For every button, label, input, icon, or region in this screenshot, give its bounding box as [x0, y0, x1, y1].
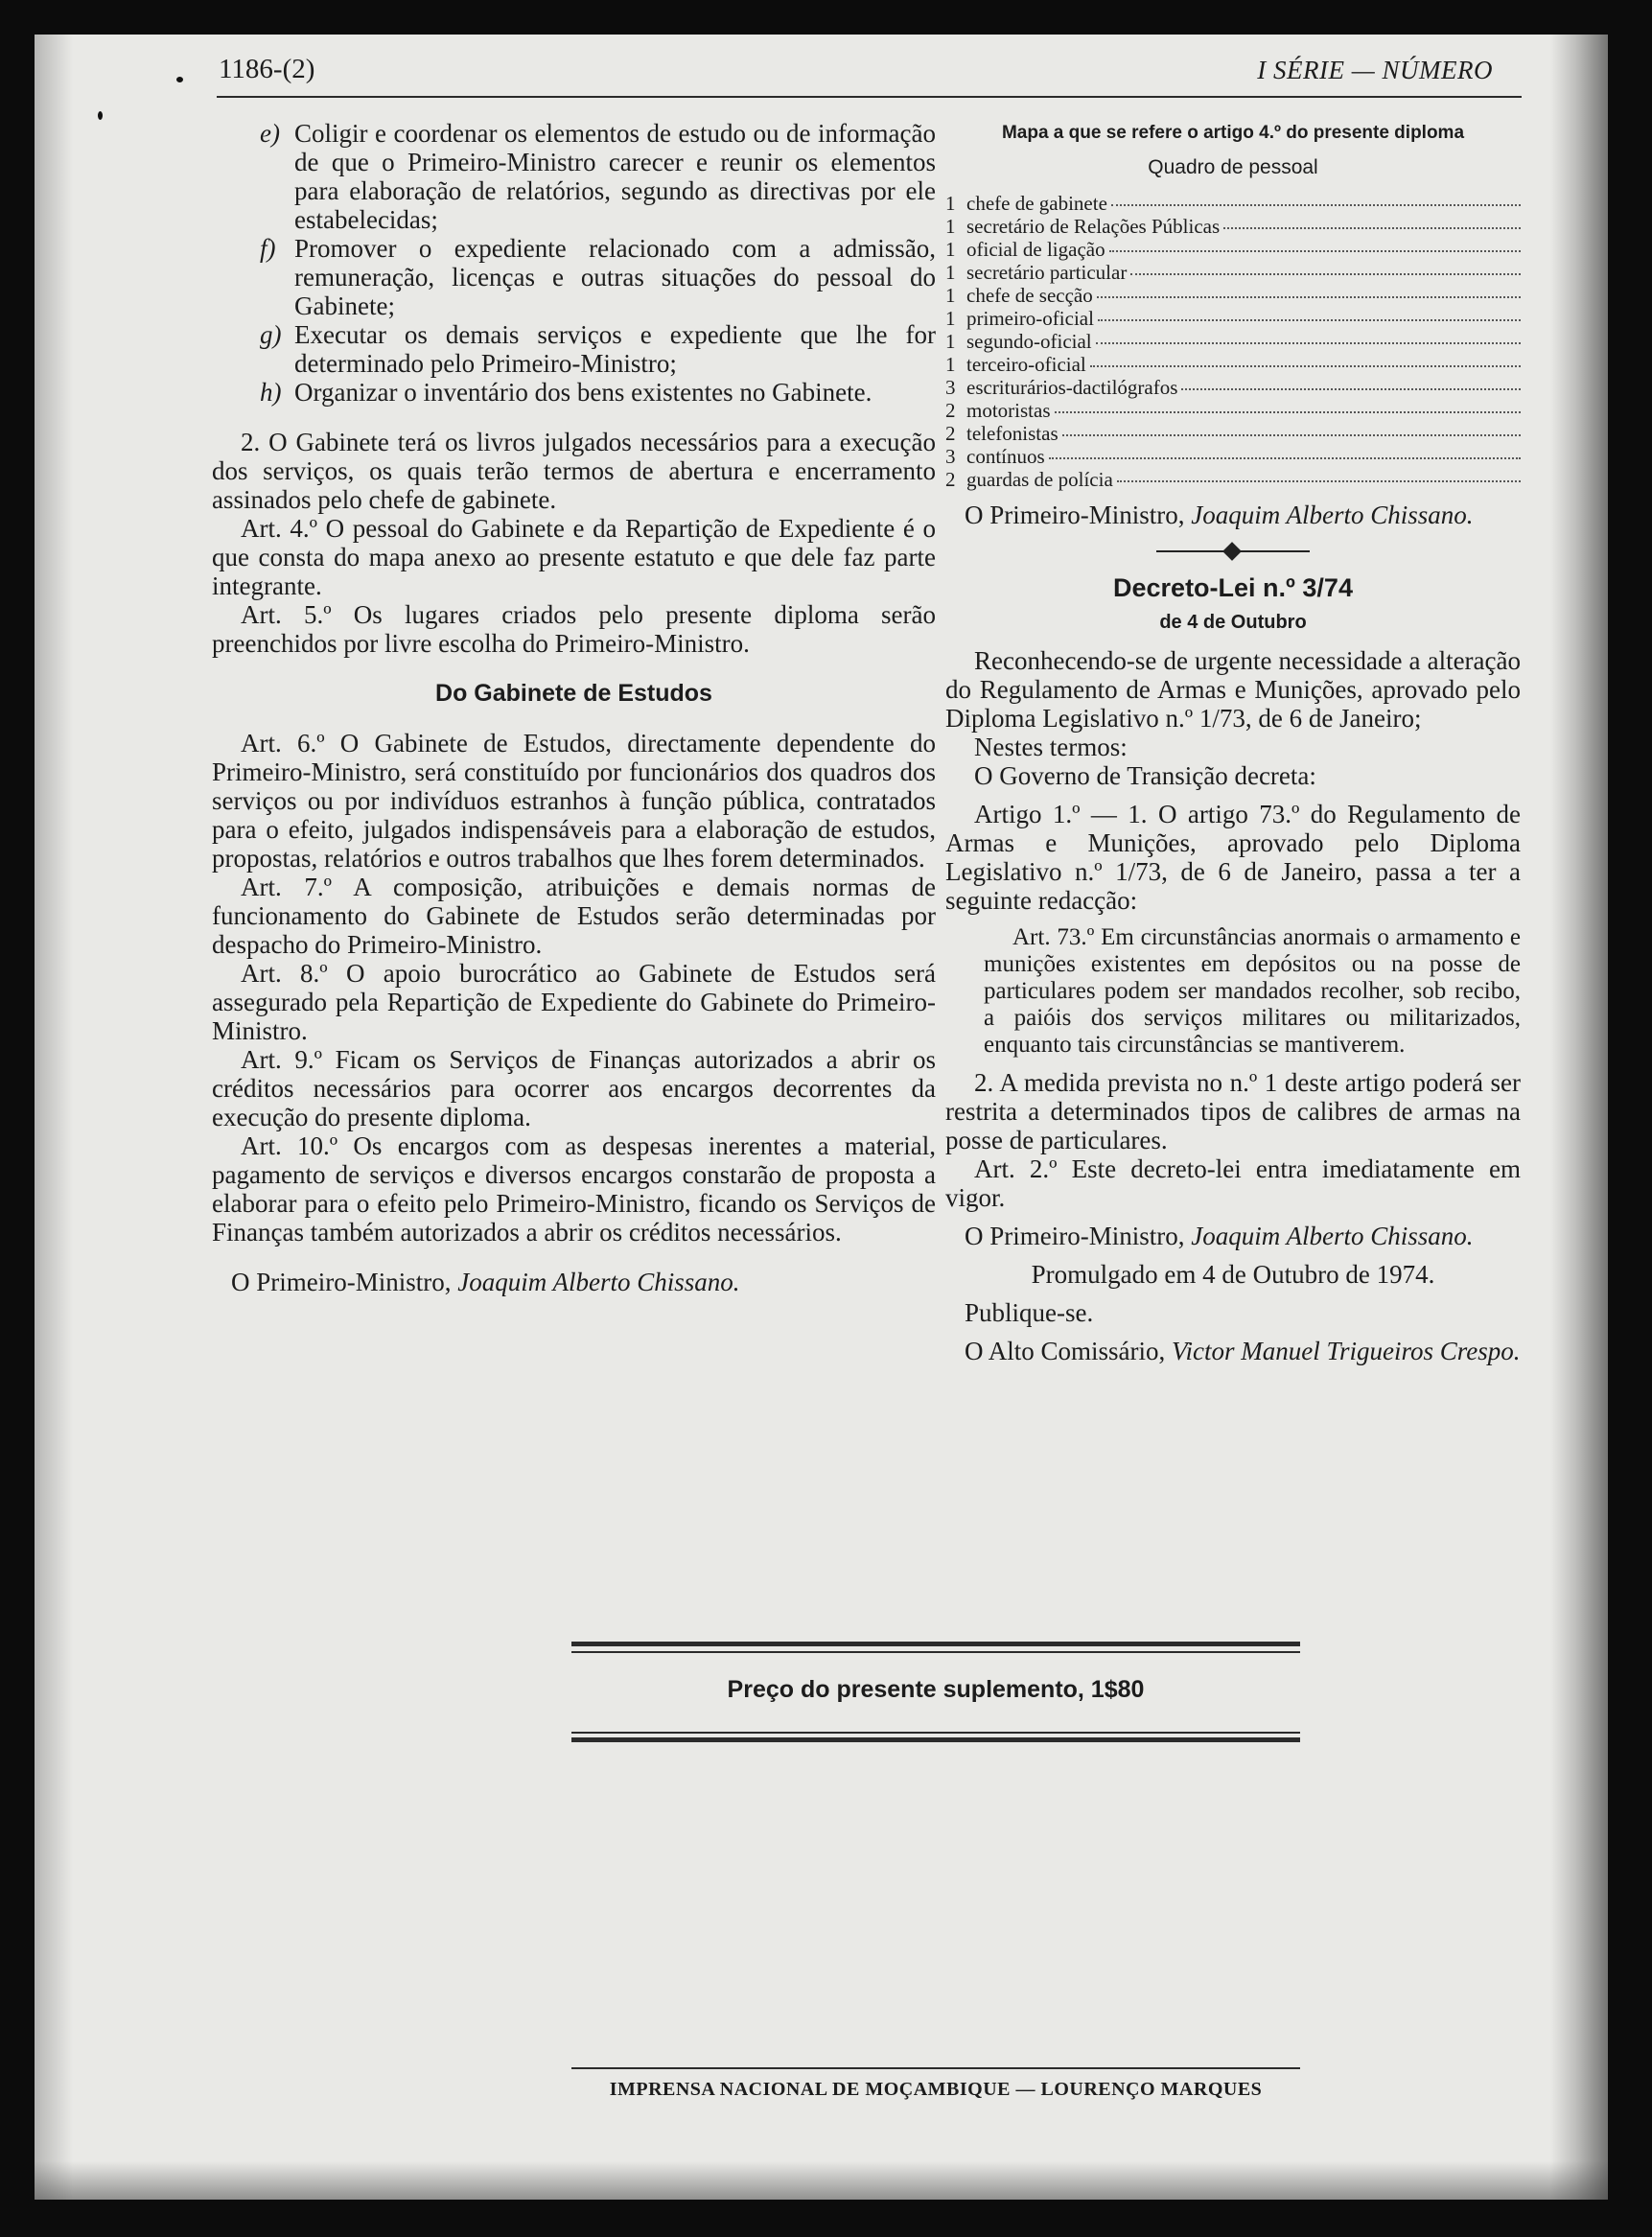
- decree-pm-signature: O Primeiro-Ministro, Joaquim Alberto Chissano.: [965, 1222, 1474, 1250]
- separator-ornament: [1156, 543, 1310, 560]
- staff-row: [945, 330, 1521, 353]
- staff-title: segundo-oficial: [966, 330, 1092, 353]
- decree-art-73: Art. 73.º Em circunstâncias anormais o armamento e munições existentes em depósitos ou na posse de particulares podem ser mandados recolher, sob recibo, a paióis dos serviços militares ou militarizados, enquanto tais circunstâncias se mantiverem.: [984, 924, 1521, 1058]
- left-column: [212, 119, 936, 1296]
- footer-rule: [571, 2067, 1300, 2069]
- staff-title: chefe de secção: [966, 284, 1093, 307]
- staff-title: oficial de ligação: [966, 238, 1105, 261]
- staff-title: primeiro-oficial: [966, 307, 1094, 330]
- staff-title: motoristas: [966, 399, 1051, 422]
- staff-quantity: 2: [945, 468, 956, 491]
- signature: O Primeiro-Ministro, Joaquim Alberto Chissano.: [231, 1268, 740, 1296]
- staff-quantity: 1: [945, 330, 956, 353]
- staff-quantity: 1: [945, 215, 956, 238]
- document-page: [35, 35, 1608, 2200]
- staff-row: [945, 261, 1521, 284]
- decree-art-2: Art. 2.º Este decreto-lei entra imediatamente em vigor.: [945, 1154, 1521, 1212]
- leader-dots: [1109, 250, 1521, 252]
- staff-row: [945, 445, 1521, 468]
- article-9: Art. 9.º Ficam os Serviços de Finanças autorizados a abrir os créditos necessários para ocorrer aos encargos decorrentes da execução do presente diploma.: [212, 1045, 936, 1131]
- list-item-f: f) Promover o expediente relacionado com a admissão, remuneração, licenças e outras situações do pessoal do Gabinete;: [260, 234, 936, 320]
- article-8: Art. 8.º O apoio burocrático ao Gabinete de Estudos será assegurado pela Repartição de Expediente do Gabinete do Primeiro-Ministro.: [212, 959, 936, 1045]
- section-heading: Do Gabinete de Estudos: [435, 680, 712, 707]
- decree-nestes: Nestes termos:: [974, 733, 1128, 761]
- price-rule-top-thin: [571, 1651, 1300, 1653]
- staff-row: [945, 353, 1521, 376]
- staff-title: telefonistas: [966, 422, 1059, 445]
- leader-dots: [1062, 434, 1521, 436]
- article-6: Art. 6.º O Gabinete de Estudos, directamente dependente do Primeiro-Ministro, será constituído por funcionários dos quadros dos serviços ou por indivíduos estranhos à função pública, contratados para o efeito, julgados indispensáveis para a elaboração de estudos, propostas, relatórios e outros trabalhos que lhes forem determinados.: [212, 729, 936, 873]
- page-number: 1186-(2): [219, 54, 315, 84]
- leader-dots: [1181, 388, 1521, 390]
- leader-dots: [1098, 319, 1521, 321]
- scan-shadow-left: [35, 35, 73, 2200]
- staff-row: [945, 376, 1521, 399]
- printer-footer: IMPRENSA NACIONAL DE MOÇAMBIQUE — LOURENÇO MARQUES: [609, 2079, 1263, 2100]
- leader-dots: [1049, 457, 1521, 459]
- scan-shadow-right: [1550, 35, 1608, 2200]
- map-title: Mapa a que se refere o artigo 4.º do presente diploma: [1001, 123, 1465, 143]
- decree-intro: Reconhecendo-se de urgente necessidade a alteração do Regulamento de Armas e Munições, aprovado pelo Diploma Legislativo n.º 1/73, de 6 de Janeiro;: [945, 646, 1521, 733]
- series-number: I SÉRIE — NÚMERO: [1257, 56, 1493, 84]
- staff-row: [945, 238, 1521, 261]
- price-line: Preço do presente suplemento, 1$80: [727, 1676, 1145, 1703]
- staff-quantity: 1: [945, 261, 956, 284]
- staff-quantity: 2: [945, 399, 956, 422]
- staff-row: [945, 307, 1521, 330]
- staff-row: [945, 215, 1521, 238]
- leader-dots: [1097, 296, 1521, 298]
- staff-title: secretário de Relações Públicas: [966, 215, 1221, 238]
- scan-shadow-bottom: [35, 2161, 1608, 2200]
- staff-title: terceiro-oficial: [966, 353, 1086, 376]
- leader-dots: [1130, 273, 1521, 275]
- staff-quantity: 1: [945, 284, 956, 307]
- publique-se: Publique-se.: [965, 1298, 1094, 1327]
- staff-row: [945, 468, 1521, 491]
- article-4: Art. 4.º O pessoal do Gabinete e da Repartição de Expediente é o que consta do mapa anexo ao presente estatuto e que dele faz parte integrante.: [212, 514, 936, 600]
- paragraph-2: 2. O Gabinete terá os livros julgados necessários para a execução dos serviços, os quais terão termos de abertura e encerramento assinados pelo chefe de gabinete.: [212, 428, 936, 514]
- staff-title: guardas de polícia: [966, 468, 1113, 491]
- leader-dots: [1117, 480, 1521, 482]
- staff-title: contínuos: [966, 445, 1045, 468]
- leader-dots: [1096, 342, 1521, 344]
- staff-title: secretário particular: [966, 261, 1128, 284]
- staff-row: [945, 422, 1521, 445]
- decree-title: Decreto-Lei n.º 3/74: [1113, 573, 1353, 602]
- article-10: Art. 10.º Os encargos com as despesas inerentes a material, pagamento de serviços e diversos encargos constarão de proposta a elaborar para o efeito pelo Primeiro-Ministro, ficando os Serviços de Finanças também autorizados a abrir os créditos necessários.: [212, 1131, 936, 1247]
- staff-table: [945, 192, 1521, 491]
- leader-dots: [1090, 365, 1521, 367]
- scan-speck: [176, 77, 183, 82]
- staff-row: [945, 192, 1521, 215]
- staff-title: chefe de gabinete: [966, 192, 1107, 215]
- staff-quantity: 1: [945, 353, 956, 376]
- price-rule-top: [571, 1642, 1300, 1646]
- article-7: Art. 7.º A composição, atribuições e demais normas de funcionamento do Gabinete de Estudos serão determinadas por despacho do Primeiro-Ministro.: [212, 873, 936, 959]
- staff-quantity: 1: [945, 307, 956, 330]
- staff-quantity: 3: [945, 376, 956, 399]
- staff-quantity: 2: [945, 422, 956, 445]
- article-5: Art. 5.º Os lugares criados pelo presente diploma serão preenchidos por livre escolha do Primeiro-Ministro.: [212, 600, 936, 658]
- decree-date: de 4 de Outubro: [1159, 612, 1307, 633]
- map-subtitle: Quadro de pessoal: [1148, 156, 1318, 178]
- price-rule-bottom-thin: [571, 1732, 1300, 1734]
- staff-quantity: 3: [945, 445, 956, 468]
- staff-quantity: 1: [945, 192, 956, 215]
- decree-para-2: 2. A medida prevista no n.º 1 deste artigo poderá ser restrita a determinados tipos de calibres de armas na posse de particulares.: [945, 1068, 1521, 1154]
- decree-artigo-1: Artigo 1.º — 1. O artigo 73.º do Regulamento de Armas e Munições, aprovado pelo Diploma Legislativo n.º 1/73, de 6 de Janeiro, passa a ter a seguinte redacção:: [945, 800, 1521, 915]
- scan-speck: [98, 111, 103, 120]
- map-signature: O Primeiro-Ministro, Joaquim Alberto Chissano.: [965, 501, 1474, 529]
- staff-row: [945, 399, 1521, 422]
- price-rule-bottom: [571, 1737, 1300, 1742]
- list-item-h: h) Organizar o inventário dos bens existentes no Gabinete.: [260, 378, 873, 407]
- leader-dots: [1111, 204, 1521, 206]
- decree-governo: O Governo de Transição decreta:: [974, 761, 1316, 790]
- leader-dots: [1223, 227, 1521, 229]
- list-item-e: e) Coligir e coordenar os elementos de estudo ou de informação de que o Primeiro-Ministro carecer e reunir os elementos para elaboração de relatórios, segundo as directivas por ele estabelecidas;: [260, 119, 936, 234]
- staff-row: [945, 284, 1521, 307]
- promulgado: Promulgado em 4 de Outubro de 1974.: [1031, 1260, 1435, 1289]
- staff-title: escriturários-dactilógrafos: [966, 376, 1178, 399]
- header-rule: [217, 96, 1522, 98]
- leader-dots: [1055, 411, 1522, 413]
- commissioner-signature: O Alto Comissário, Victor Manuel Trigueiros Crespo.: [965, 1337, 1521, 1365]
- right-column: [945, 119, 1521, 1365]
- list-item-g: g) Executar os demais serviços e expediente que lhe for determinado pelo Primeiro-Ministro;: [260, 320, 936, 378]
- staff-quantity: 1: [945, 238, 956, 261]
